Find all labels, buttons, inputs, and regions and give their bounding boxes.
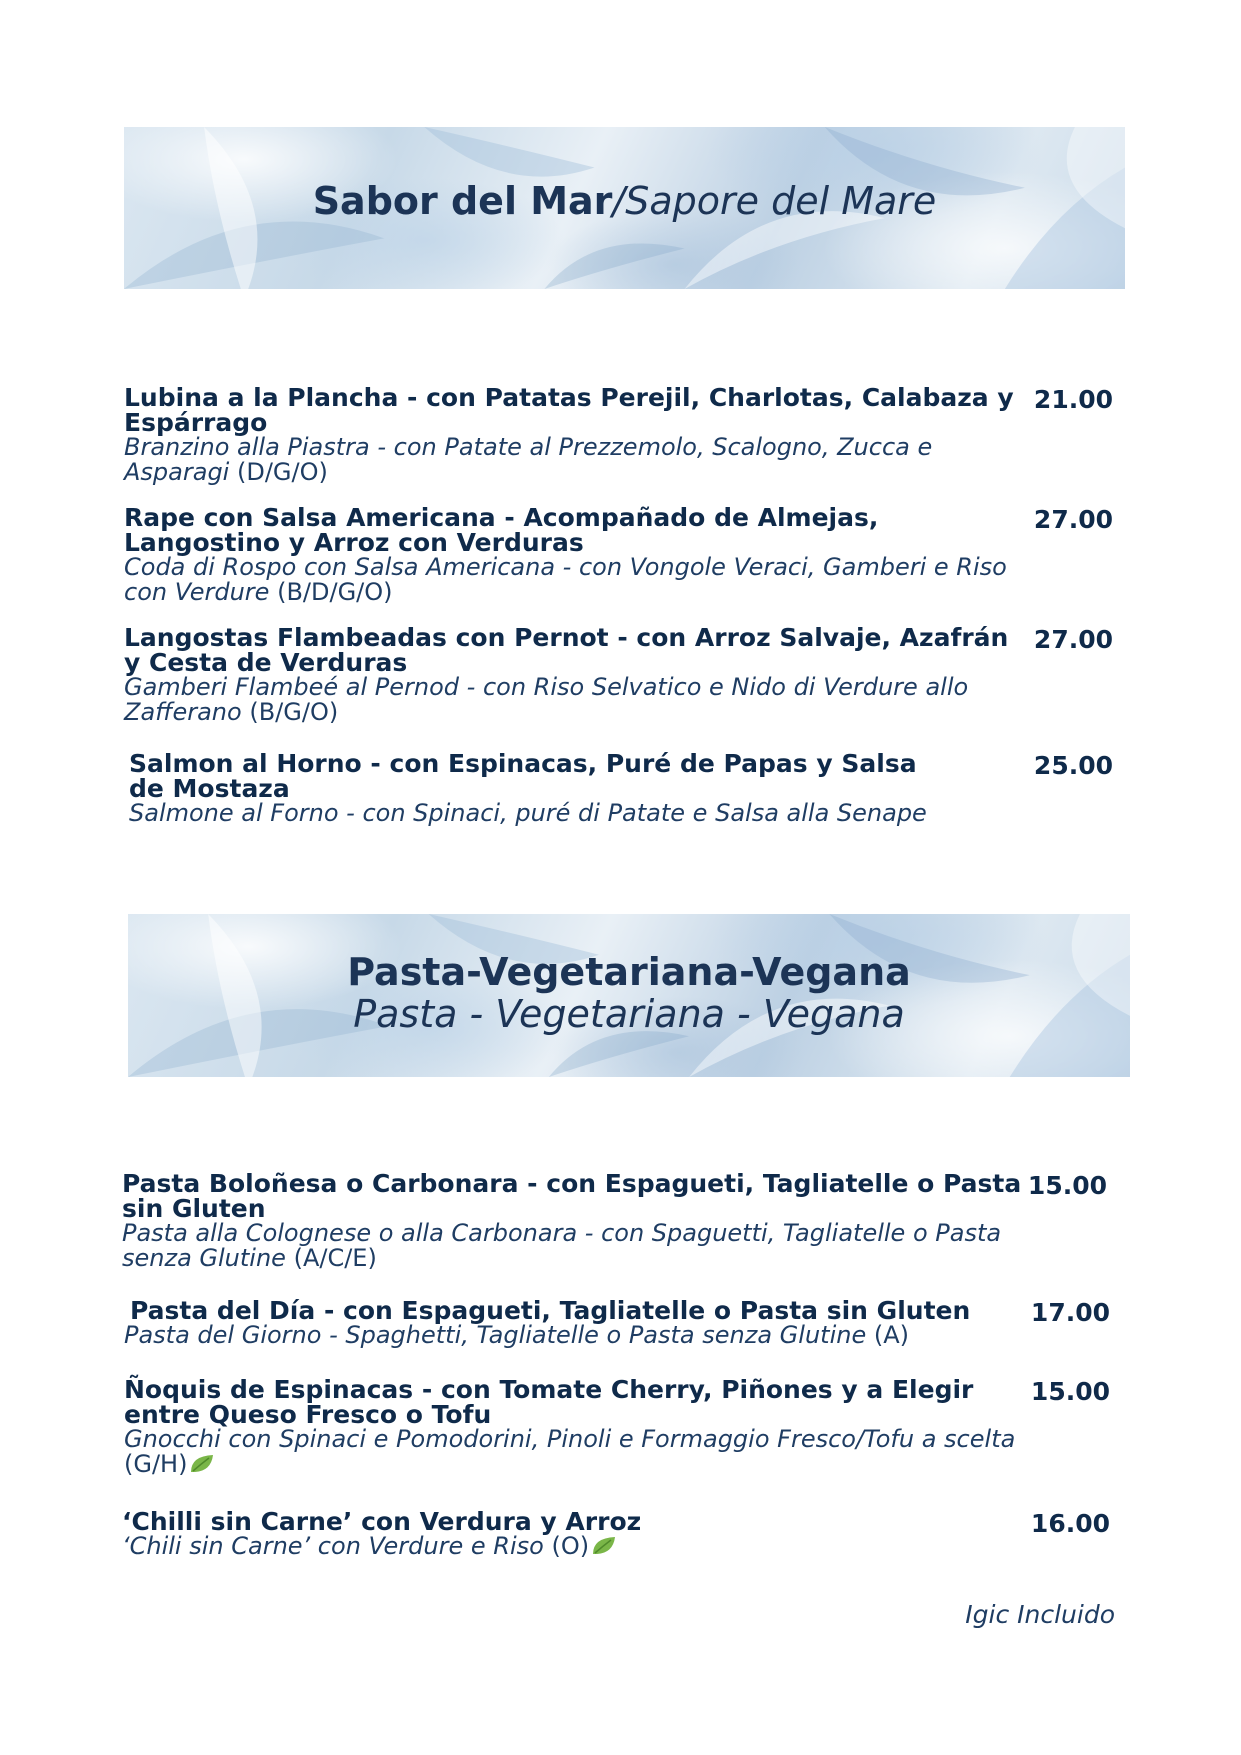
item-allergens: (A) [873,1321,910,1349]
tax-note: Igic Incluido [965,1600,1115,1629]
section-title-it: Sapore del Mare [625,179,937,223]
menu-item [124,505,1024,605]
item-description-text: Pasta alla Colognese o alla Carbonara - con Spaguetti, Tagliatelle o Pasta senza Glutine [122,1219,1002,1272]
item-description [124,555,1024,605]
item-description [124,1323,1024,1348]
item-description [124,675,1024,725]
item-description-text: Salmone al Forno - con Spinaci, puré di Patate e Salsa alla Senape [129,799,927,827]
item-allergens: (B/D/G/O) [277,578,393,606]
item-description [124,1427,1024,1477]
item-name: ‘Chilli sin Carne’ con Verdura y Arroz [122,1507,642,1536]
section-banner-sabor-del-mar [124,127,1125,289]
section-title-es: Sabor del Mar [312,179,613,223]
item-description [122,1534,1022,1559]
item-name: Pasta Boloñesa o Carbonara - con Espagueti, Tagliatelle o Pasta sin Gluten [122,1169,1022,1223]
section-banner-pasta [128,914,1130,1077]
vegan-leaf-icon [187,1452,217,1476]
item-description-text: Pasta del Giorno - Spaghetti, Tagliatelle o Pasta senza Glutine [124,1321,867,1349]
item-allergens: (D/G/O) [236,458,328,486]
item-price: 21.00 [1033,385,1113,414]
item-price: 27.00 [1033,625,1113,654]
item-name: Rape con Salsa Americana - Acompañado de Almejas, Langostino y Arroz con Verduras [124,503,879,557]
item-price: 17.00 [1030,1298,1110,1327]
menu-item [122,1509,1022,1559]
item-name: Langostas Flambeadas con Pernot - con Arroz Salvaje, Azafrán y Cesta de Verduras [124,623,1009,677]
vegan-leaf-icon [589,1534,619,1558]
menu-item [124,385,1024,485]
item-price: 25.00 [1033,751,1113,780]
item-price: 27.00 [1033,505,1113,534]
item-allergens: (G/H) [124,1450,188,1478]
menu-item [129,751,949,826]
item-price: 15.00 [1027,1171,1107,1200]
item-price: 15.00 [1030,1377,1110,1406]
item-description-text: Coda di Rospo con Salsa Americana - con Vongole Veraci, Gamberi e Riso con Verdure [124,553,1007,606]
item-name: Ñoquis de Espinacas - con Tomate Cherry, Piñones y a Elegir entre Queso Fresco o Tofu [124,1375,974,1429]
item-allergens: (A/C/E) [293,1244,377,1272]
item-description-text: Gnocchi con Spinaci e Pomodorini, Pinoli e Formaggio Fresco/Tofu a scelta [124,1425,1016,1453]
item-name: Salmon al Horno - con Espinacas, Puré de Papas y Salsa de Mostaza [129,749,917,803]
item-name: Pasta del Día - con Espagueti, Tagliatelle o Pasta sin Gluten [130,1296,971,1325]
menu-item [124,1298,1024,1348]
section-title-es: Pasta-Vegetariana-Vegana [347,950,911,994]
item-description [124,435,1024,485]
item-name: Lubina a la Plancha - con Patatas Perejil, Charlotas, Calabaza y Espárrago [124,383,1014,437]
menu-item [124,1377,1024,1477]
item-allergens: (B/G/O) [249,698,339,726]
item-allergens: (O) [551,1532,590,1560]
section-title-separator: / [612,179,626,223]
item-description-text: ‘Chili sin Carne’ con Verdure e Riso [122,1532,544,1560]
item-description [129,801,949,826]
menu-item [122,1171,1022,1271]
section-title-it: Pasta - Vegetariana - Vegana [353,992,905,1036]
item-description-text: Gamberi Flambeé al Pernod - con Riso Selvatico e Nido di Verdure allo Zafferano [124,673,969,726]
item-description [122,1221,1022,1271]
section-title [124,179,1125,223]
item-description-text: Branzino alla Piastra - con Patate al Prezzemolo, Scalogno, Zucca e Asparagi [124,433,933,486]
item-price: 16.00 [1030,1509,1110,1538]
menu-item [124,625,1024,725]
